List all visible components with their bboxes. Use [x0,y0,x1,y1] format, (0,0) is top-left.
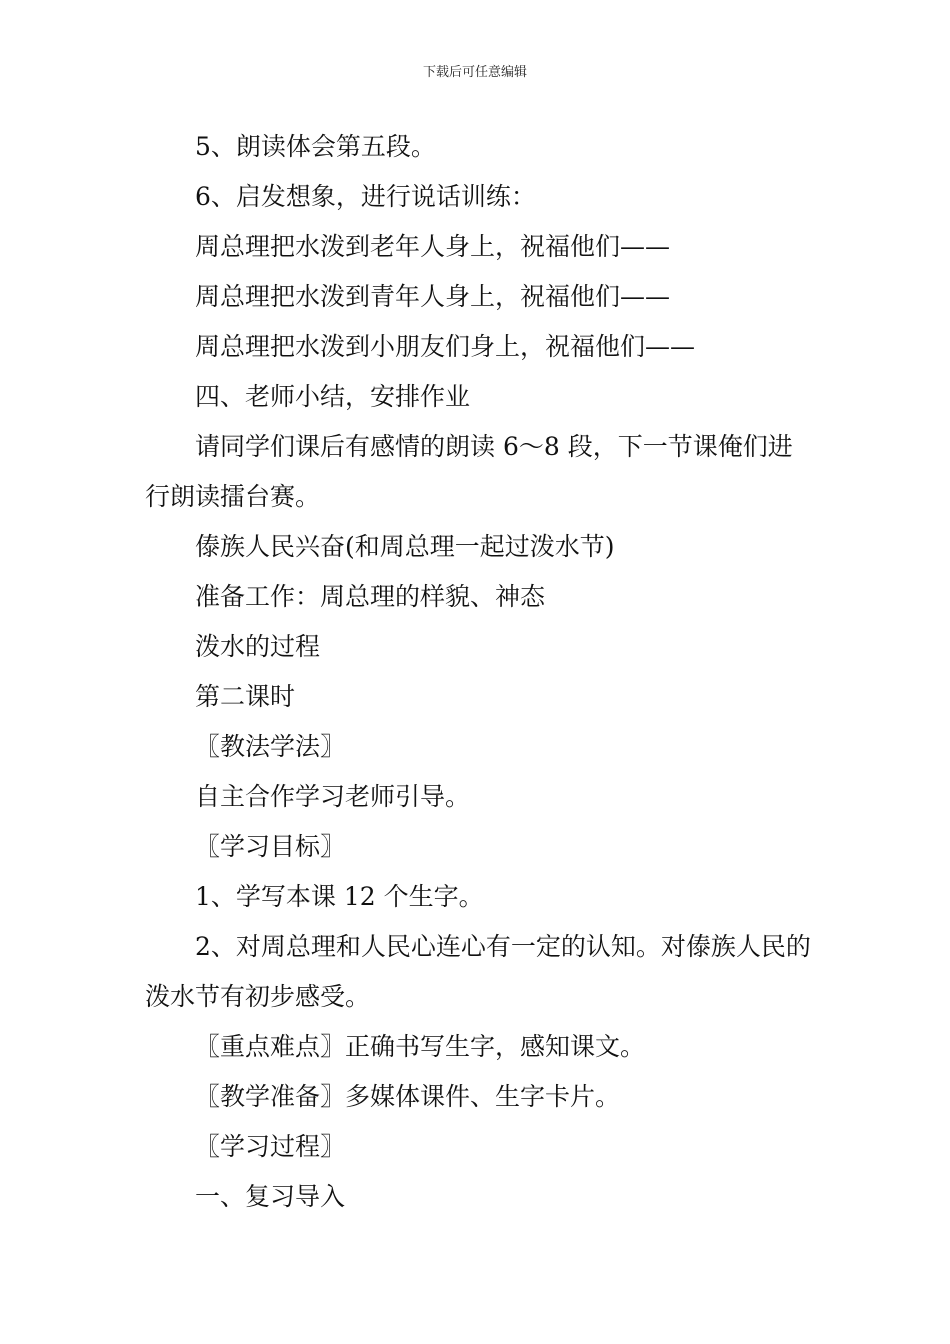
page-header-note: 下载后可任意编辑 [422,65,527,80]
paragraph: 〖教学准备〗多媒体课件、生字卡片。 [195,1082,621,1111]
paragraph: 〖重点难点〗正确书写生字，感知课文。 [195,1032,646,1061]
paragraph: 2、对周总理和人民心连心有一定的认知。对傣族人民的泼水节有初步感受。 [145,932,811,1011]
paragraph: 5、朗读体会第五段。 [195,132,436,161]
paragraph: 周总理把水泼到老年人身上，祝福他们—— [195,232,671,261]
paragraph: 6、启发想象，进行说话训练： [195,182,536,211]
section-label: 〖教法学法〗 [195,732,346,761]
section-heading: 第二课时 [195,682,296,711]
paragraph: 周总理把水泼到青年人身上，祝福他们—— [195,282,671,311]
document-body [145,122,817,1222]
section-label: 〖学习目标〗 [195,832,346,861]
paragraph: 请同学们课后有感情的朗读 6～8 段，下一节课俺们进行朗读擂台赛。 [145,432,793,511]
paragraph: 1、学写本课 12 个生字。 [195,882,484,911]
paragraph: 自主合作学习老师引导。 [195,782,471,811]
section-label: 〖学习过程〗 [195,1132,346,1161]
section-heading: 一、复习导入 [195,1182,346,1211]
section-heading: 四、老师小结，安排作业 [195,382,471,411]
paragraph: 准备工作：周总理的样貌、神态 [195,582,546,611]
paragraph: 傣族人民兴奋(和周总理一起过泼水节) [195,532,615,561]
paragraph: 泼水的过程 [195,632,321,661]
paragraph: 周总理把水泼到小朋友们身上，祝福他们—— [195,332,696,361]
